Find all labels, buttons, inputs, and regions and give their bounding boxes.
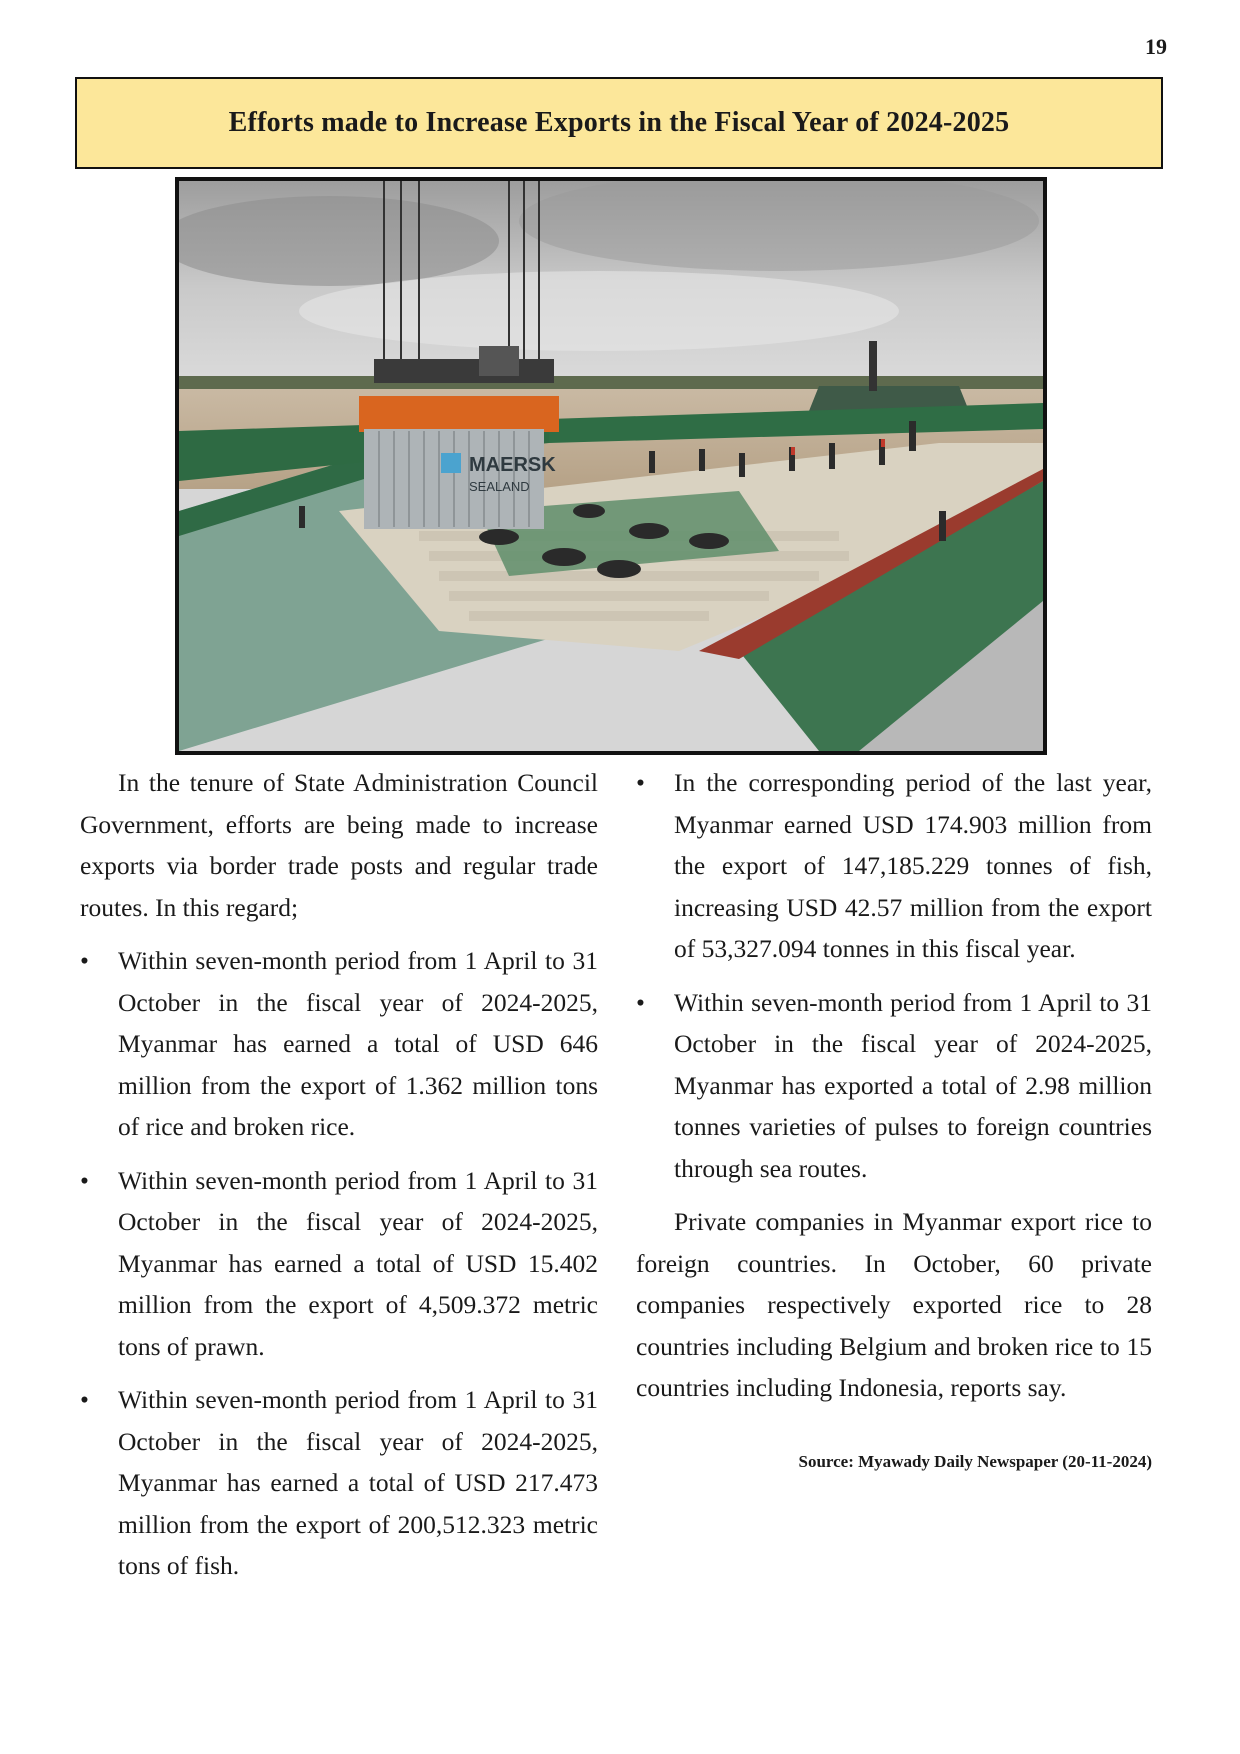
list-item xyxy=(80,1160,598,1368)
bullet-icon: • xyxy=(80,1385,89,1414)
rice-export-text: Within seven-month period from 1 April to 31 October in the fiscal year of 2024-2025, Myanmar has earned a total of USD 646 million from the export of 1.362 million tons of rice and broken rice. xyxy=(118,946,598,1141)
left-bullet-list xyxy=(80,940,598,1587)
prawn-export-text: Within seven-month period from 1 April to 31 October in the fiscal year of 2024-2025, Myanmar has earned a total of USD 15.402 million from the export of 4,509.372 metric tons of prawn. xyxy=(118,1165,598,1361)
source-citation: Source: Myawady Daily Newspaper (20-11-2024) xyxy=(798,1451,1152,1471)
intro-paragraph: In the tenure of State Administration Council Government, efforts are being made to increase exports via border trade posts and regular trade routes. In this regard; xyxy=(80,768,598,922)
list-item xyxy=(636,762,1152,970)
bullet-icon: • xyxy=(636,987,645,1017)
page-title: Efforts made to Increase Exports in the Fiscal Year of 2024-2025 xyxy=(228,107,1010,138)
port-ship-photo xyxy=(175,177,1047,755)
closing-paragraph: Private companies in Myanmar export rice to foreign countries. In October, 60 private companies respectively exported rice to 28 countries including Belgium and broken rice to 15 countries including Indonesia, reports say. xyxy=(636,1207,1152,1402)
title-box xyxy=(75,77,1163,169)
left-column xyxy=(80,762,598,1587)
bullet-icon: • xyxy=(80,1165,89,1195)
right-bullet-list xyxy=(636,762,1152,1189)
list-item xyxy=(80,1379,598,1587)
fish-export-text: Within seven-month period from 1 April to 31 October in the fiscal year of 2024-2025, Myanmar has earned a total of USD 217.473 million from the export of 200,512.323 metric tons of fish. xyxy=(118,1385,598,1580)
list-item xyxy=(636,982,1152,1190)
ship-loading-illustration xyxy=(179,181,1043,751)
fish-comparison-text: In the corresponding period of the last year, Myanmar earned USD 174.903 million from the export of 147,185.229 tonnes of fish, increasing USD 42.57 million from the export of 53,327.094 tonnes in this fiscal year. xyxy=(674,768,1152,963)
container-sub-text: SEALAND xyxy=(469,479,530,494)
page-number: 19 xyxy=(1145,34,1167,59)
right-column xyxy=(636,762,1152,1473)
list-item xyxy=(80,940,598,1148)
bullet-icon: • xyxy=(636,768,645,797)
pulses-export-text: Within seven-month period from 1 April to 31 October in the fiscal year of 2024-2025, Myanmar has exported a total of 2.98 million tonnes varieties of pulses to foreign countries through sea routes. xyxy=(674,987,1152,1183)
bullet-icon: • xyxy=(80,946,89,975)
container-brand-text: MAERSK xyxy=(469,454,556,476)
